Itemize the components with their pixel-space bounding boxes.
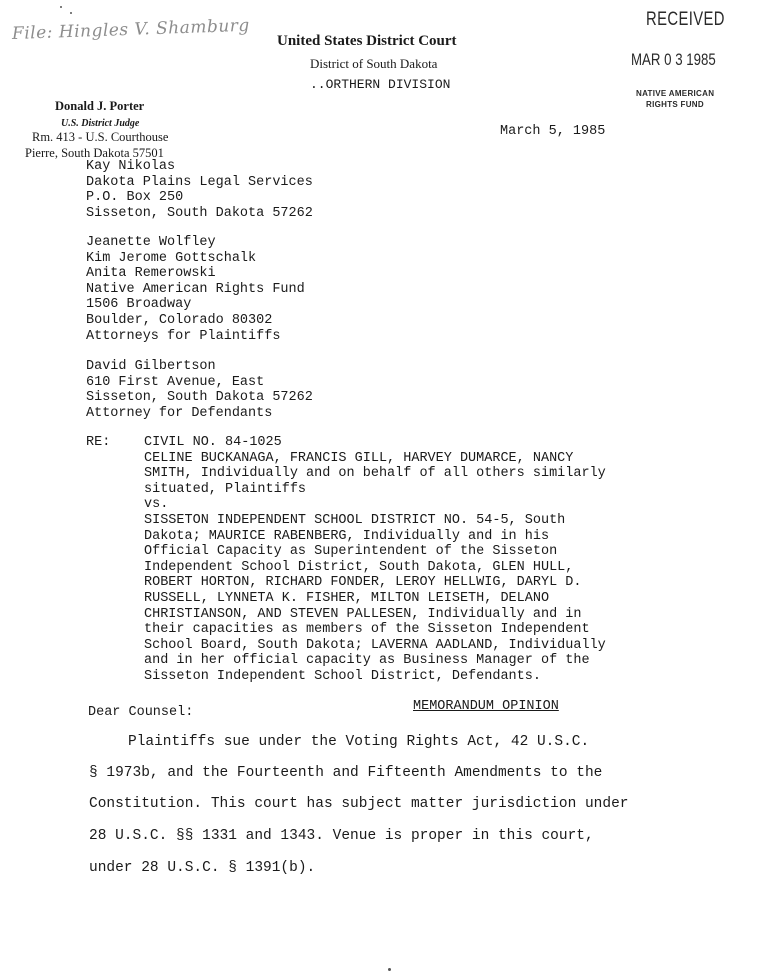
addressee-line: Jeanette Wolfley [86, 235, 216, 250]
judge-title: U.S. District Judge [61, 118, 140, 129]
addressee-line: 610 First Avenue, East [86, 374, 265, 390]
re-line: CIVIL NO. 84-1025 [144, 435, 282, 450]
addressee-line: Anita Remerowski [86, 266, 216, 282]
court-district: District of South Dakota [310, 56, 438, 71]
re-line: ROBERT HORTON, RICHARD FONDER, LEROY HELLWIG, DARYL D. [144, 575, 582, 591]
received-stamp-org-line2: RIGHTS FUND [646, 100, 704, 109]
addressee-line: Attorneys for Plaintiffs [86, 328, 281, 344]
scan-speck [388, 968, 391, 971]
addressee-line: Dakota Plains Legal Services [86, 174, 313, 190]
letter-date: March 5, 1985 [500, 124, 606, 139]
memo-heading: MEMORANDUM OPINION [413, 699, 559, 714]
re-line: CELINE BUCKANAGA, FRANCIS GILL, HARVEY DUMARCE, NANCY [144, 450, 574, 466]
re-line: their capacities as members of the Sisseton Independent [144, 622, 590, 638]
re-line: Independent School District, South Dakota, GLEN HULL, [144, 559, 574, 575]
judge-name: Donald J. Porter [55, 99, 145, 113]
addressee-block [86, 359, 313, 421]
scan-speck [70, 12, 72, 14]
judge-room: Rm. 413 - U.S. Courthouse [32, 130, 169, 144]
body-line: Constitution. This court has subject matter jurisdiction under [89, 796, 629, 812]
court-division: ..ORTHERN DIVISION [310, 77, 451, 92]
re-line: situated, Plaintiffs [144, 481, 307, 497]
re-line: vs. [144, 497, 169, 513]
salutation: Dear Counsel: [88, 705, 194, 720]
addressee-line: Sisseton, South Dakota 57262 [86, 205, 313, 221]
re-line: SMITH, Individually and on behalf of all others similarly [144, 466, 606, 482]
scan-speck [60, 6, 62, 8]
addressee-line: Boulder, Colorado 80302 [86, 312, 273, 328]
addressee-line: Sisseton, South Dakota 57262 [86, 390, 313, 406]
judge-city: Pierre, South Dakota 57501 [25, 146, 164, 160]
body-line: § 1973b, and the Fourteenth and Fifteenth Amendments to the [89, 765, 603, 781]
addressee-line: 1506 Broadway [86, 297, 192, 313]
body-line: 28 U.S.C. §§ 1331 and 1343. Venue is proper in this court, [89, 828, 594, 844]
addressee-block [86, 235, 305, 344]
re-line: School Board, South Dakota; LAVERNA AADLAND, Individually [144, 637, 606, 653]
re-line: Official Capacity as Superintendent of the Sisseton [144, 544, 558, 560]
re-line: SISSETON INDEPENDENT SCHOOL DISTRICT NO. 54-5, South [144, 512, 566, 528]
addressee-line: Attorney for Defendants [86, 405, 273, 421]
body-line: Plaintiffs sue under the Voting Rights Act, 42 U.S.C. [128, 734, 590, 750]
received-stamp: RECEIVED [646, 9, 725, 30]
addressee-line: David Gilbertson [86, 359, 216, 374]
addressee-line: Kim Jerome Gottschalk [86, 250, 257, 266]
addressee-line: Kay Nikolas [86, 159, 176, 174]
re-line: CHRISTIANSON, AND STEVEN PALLESEN, Individually and in [144, 606, 582, 622]
received-stamp-date: MAR 0 3 1985 [631, 50, 716, 69]
re-line: Dakota; MAURICE RABENBERG, Individually and in his [144, 528, 550, 544]
re-line: RUSSELL, LYNNETA K. FISHER, MILTON LEISETH, DELANO [144, 590, 550, 606]
addressee-block [86, 159, 313, 221]
re-block [144, 435, 606, 685]
addressee-line: P.O. Box 250 [86, 190, 184, 206]
re-line: and in her official capacity as Business Manager of the [144, 653, 590, 669]
body-line: under 28 U.S.C. § 1391(b). [89, 860, 316, 876]
court-title: United States District Court [277, 33, 457, 49]
received-stamp-org [636, 88, 714, 110]
handwritten-note: File: Hingles V. Shamburg [11, 15, 251, 44]
re-label: RE: [86, 435, 111, 450]
re-line: Sisseton Independent School District, Defendants. [144, 668, 541, 684]
addressee-line: Native American Rights Fund [86, 281, 305, 297]
received-stamp-org-line1: NATIVE AMERICAN [636, 89, 715, 98]
